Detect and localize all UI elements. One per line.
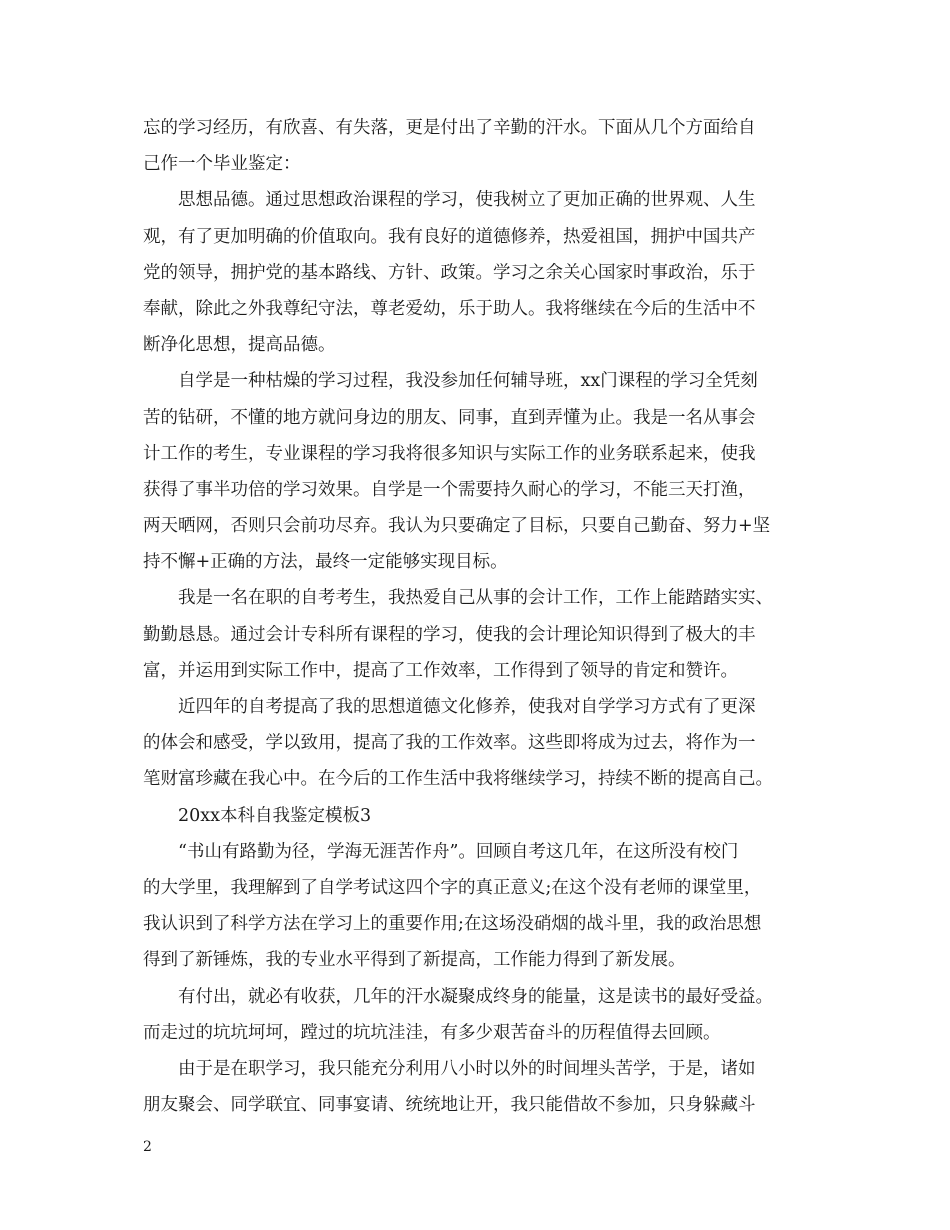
text-line: 富，并运用到实际工作中，提高了工作效率，工作得到了领导的肯定和赞许。 (143, 660, 738, 681)
text-line: “书山有路勤为径，学海无涯苦作舟”。回顾自考这几年，在这所没有校门 (178, 841, 739, 862)
text-line: 计工作的考生，专业课程的学习我将很多知识与实际工作的业务联系起来，使我 (143, 443, 756, 464)
text-line: 笔财富珍藏在我心中。在今后的工作生活中我将继续学习，持续不断的提高自己。 (143, 769, 773, 790)
page-number: 2 (143, 1139, 152, 1155)
text-line: 忘的学习经历，有欣喜、有失落，更是付出了辛勤的汗水。下面从几个方面给自 (143, 118, 756, 138)
text-line: 断净化思想，提高品德。 (143, 335, 336, 356)
text-line: 奉献，除此之外我尊纪守法，尊老爱幼，乐于助人。我将继续在今后的生活中不 (143, 298, 756, 319)
text-line: 20xx本科自我鉴定模板3 (178, 805, 372, 826)
body-text (143, 110, 811, 1123)
text-line: 的大学里，我理解到了自学考试这四个字的真正意义;在这个没有老师的课堂里， (143, 877, 762, 898)
text-line: 我认识到了科学方法在学习上的重要作用;在这场没硝烟的战斗里，我的政治思想 (143, 914, 762, 935)
text-line: 苦的钻研，不懂的地方就问身边的朋友、同事，直到弄懂为止。我是一名从事会 (143, 407, 756, 428)
text-line: 思想品德。通过思想政治课程的学习，使我树立了更加正确的世界观、人生 (178, 190, 756, 211)
text-line: 我是一名在职的自考考生，我热爱自己从事的会计工作，工作上能踏踏实实、 (178, 588, 773, 609)
text-line: 近四年的自考提高了我的思想道德文化修养，使我对自学学习方式有了更深 (178, 697, 756, 717)
text-line: 得到了新锤炼，我的专业水平得到了新提高，工作能力得到了新发展。 (143, 950, 686, 971)
text-line: 两天晒网，否则只会前功尽弃。我认为只要确定了目标，只要自己勤奋、努力+坚 (143, 516, 771, 537)
text-line: 获得了事半功倍的学习效果。自学是一个需要持久耐心的学习，不能三天打渔， (143, 479, 756, 500)
text-line: 自学是一种枯燥的学习过程，我没参加任何辅导班，xx门课程的学习全凭刻 (178, 371, 758, 392)
text-line: 党的领导，拥护党的基本路线、方针、政策。学习之余关心国家时事政治，乐于 (143, 262, 756, 283)
text-line: 而走过的坑坑坷坷，蹚过的坑坑洼洼，有多少艰苦奋斗的历程值得去回顾。 (143, 1022, 721, 1043)
text-line: 由于是在职学习，我只能充分利用八小时以外的时间埋头苦学，于是，诸如 (178, 1058, 756, 1079)
text-line: 持不懈+正确的方法，最终一定能够实现目标。 (143, 552, 508, 573)
text-line: 观，有了更加明确的价值取向。我有良好的道德修养，热爱祖国，拥护中国共产 (143, 226, 756, 247)
text-line: 朋友聚会、同学联宜、同事宴请、统统地让开，我只能借故不参加，只身躲藏斗 (143, 1095, 756, 1116)
text-line: 的体会和感受，学以致用，提高了我的工作效率。这些即将成为过去，将作为一 (143, 733, 756, 754)
text-line: 己作一个毕业鉴定： (143, 154, 301, 175)
text-line: 勤勤恳恳。通过会计专科所有课程的学习，使我的会计理论知识得到了极大的丰 (143, 624, 756, 645)
text-line: 有付出，就必有收获，几年的汗水凝聚成终身的能量，这是读书的最好受益。 (178, 986, 773, 1007)
